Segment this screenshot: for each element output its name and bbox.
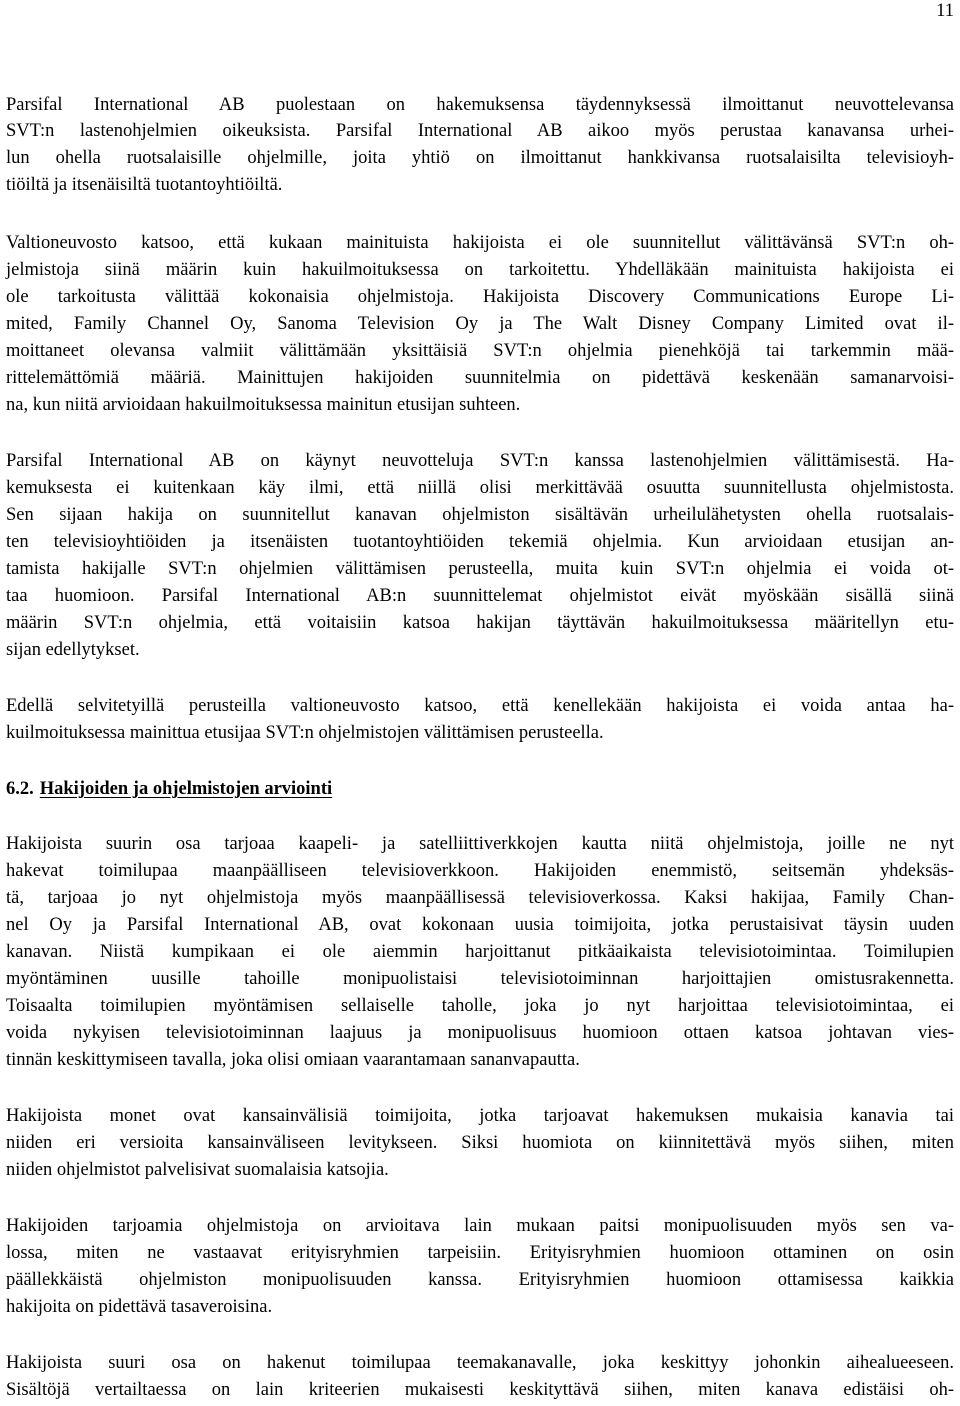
text-line: moittaneet olevansa valmiit välittämään yksittäisiä SVT:n ohjelmia pienehköjä tai tarkemmin mää- bbox=[6, 341, 954, 361]
text-line: lun ohella ruotsalaisille ohjelmille, joita yhtiö on ilmoittanut hankkivansa ruotsalaisilta televisioyh- bbox=[6, 148, 954, 168]
text-line: määrin SVT:n ohjelmia, että voitaisiin katsoa hakijan täyttävän hakuilmoituksessa määritellyn etu- bbox=[6, 613, 954, 633]
text-line: Parsifal International AB puolestaan on hakemuksensa täydennyksessä ilmoittanut neuvottelevansa bbox=[6, 95, 954, 115]
text-line: Hakijoista monet ovat kansainvälisiä toimijoita, jotka tarjoavat hakemuksen mukaisia kanavia tai bbox=[6, 1106, 954, 1126]
text-line: kemuksesta ei kuitenkaan käy ilmi, että niillä olisi merkittävää osuutta suunnitellusta ohjelmistosta. bbox=[6, 478, 954, 498]
text-line: tiöiltä ja itsenäisiltä tuotantoyhtiöiltä. bbox=[6, 175, 283, 195]
text-line: niiden ohjelmistot palvelisivat suomalaisia katsojia. bbox=[6, 1160, 389, 1180]
section-heading bbox=[6, 776, 332, 802]
text-line: Sen sijaan hakija on suunnitellut kanavan ohjelmiston sisältävän urheilulähetysten ohella ruotsalais- bbox=[6, 505, 954, 525]
page-number: 11 bbox=[936, 1, 954, 21]
text-line: nel Oy ja Parsifal International AB, ovat kokonaan uusia toimijoita, jotka perustaisivat täysin uuden bbox=[6, 915, 954, 935]
text-line: Edellä selvitetyillä perusteilla valtioneuvosto katsoo, että kenellekään hakijoista ei voida antaa ha- bbox=[6, 696, 954, 716]
text-line: Hakijoista suurin osa tarjoaa kaapeli- ja satelliittiverkkojen kautta niitä ohjelmistoja, joille ne nyt bbox=[6, 834, 954, 854]
text-line: SVT:n lastenohjelmien oikeuksista. Parsifal International AB aikoo myös perustaa kanavansa urhei- bbox=[6, 121, 954, 141]
text-line: tamista hakijalle SVT:n ohjelmien välittämisen perusteella, muita kuin SVT:n ohjelmia ei voida ot- bbox=[6, 559, 954, 579]
text-line: tä, tarjoaa jo nyt ohjelmistoja myös maanpäällisessä televisioverkossa. Kaksi hakijaa, Family Chan- bbox=[6, 888, 954, 908]
text-line: hakevat toimilupaa maanpäälliseen televisioverkkoon. Hakijoiden enemmistö, seitsemän yhdeksäs- bbox=[6, 861, 954, 881]
text-line: Toisaalta toimilupien myöntämisen sellaiselle taholle, joka jo nyt harjoittaa televisiotoimintaa, ei bbox=[6, 996, 954, 1016]
text-line: na, kun niitä arvioidaan hakuilmoituksessa mainitun etusijan suhteen. bbox=[6, 395, 521, 415]
text-line: päällekkäistä ohjelmiston monipuolisuuden kanssa. Erityisryhmien huomioon ottamisessa kaikkia bbox=[6, 1270, 954, 1290]
text-line: taa huomioon. Parsifal International AB:n suunnittelemat ohjelmistot eivät myöskään sisällä siinä bbox=[6, 586, 954, 606]
text-line: Hakijoiden tarjoamia ohjelmistoja on arvioitava lain mukaan paitsi monipuolisuuden myös sen va- bbox=[6, 1216, 954, 1236]
text-line: ten televisioyhtiöiden ja itsenäisten tuotantoyhtiöiden tekemiä ohjelmia. Kun arvioidaan etusijan an- bbox=[6, 532, 954, 552]
text-line: Sisältöjä vertailtaessa on lain kriteerien mukaisesti keskityttävä siihen, miten kanava edistäisi oh- bbox=[6, 1380, 954, 1400]
text-line: voida nykyisen televisiotoiminnan laajuus ja monipuolisuus huomioon ottaen katsoa johtavan vies- bbox=[6, 1023, 954, 1043]
section-title: Hakijoiden ja ohjelmistojen arviointi bbox=[39, 779, 333, 799]
text-line: ole tarkoitusta välittää kokonaisia ohjelmistoja. Hakijoista Discovery Communications Europe Li- bbox=[6, 287, 954, 307]
text-line: kuilmoituksessa mainittua etusijaa SVT:n ohjelmistojen välittämisen perusteella. bbox=[6, 723, 604, 743]
text-line: mited, Family Channel Oy, Sanoma Television Oy ja The Walt Disney Company Limited ovat il- bbox=[6, 314, 954, 334]
text-line: hakijoita on pidettävä tasaveroisina. bbox=[6, 1297, 273, 1317]
text-line: Valtioneuvosto katsoo, että kukaan mainituista hakijoista ei ole suunnitellut välittävänsä SVT:n oh- bbox=[6, 233, 954, 253]
text-line: myöntäminen uusille tahoille monipuolistaisi televisiotoiminnan harjoittajien omistusrakennetta. bbox=[6, 969, 954, 989]
section-number: 6.2. bbox=[6, 779, 34, 799]
text-line: lossa, miten ne vastaavat erityisryhmien tarpeisiin. Erityisryhmien huomioon ottaminen on osin bbox=[6, 1243, 954, 1263]
text-line: niiden eri versioita kansainväliseen levitykseen. Siksi huomiota on kiinnitettävä myös siihen, miten bbox=[6, 1133, 954, 1153]
text-line: Hakijoista suuri osa on hakenut toimilupaa teemakanavalle, joka keskittyy johonkin aihealueeseen. bbox=[6, 1353, 954, 1373]
text-line: Parsifal International AB on käynyt neuvotteluja SVT:n kanssa lastenohjelmien välittämisestä. Ha- bbox=[6, 451, 954, 471]
text-line: jelmistoja siinä määrin kuin hakuilmoituksessa on tarkoitettu. Yhdelläkään mainituista hakijoista ei bbox=[6, 260, 954, 280]
text-line: rittelemättömiä määriä. Mainittujen hakijoiden suunnitelmia on pidettävä keskenään samanarvoisi- bbox=[6, 368, 954, 388]
text-line: tinnän keskittymiseen tavalla, joka olisi omiaan vaarantamaan sananvapautta. bbox=[6, 1050, 580, 1070]
text-line: kanavan. Niistä kumpikaan ei ole aiemmin harjoittanut pitkäaikaista televisiotoimintaa. Toimilupien bbox=[6, 942, 954, 962]
text-line: sijan edellytykset. bbox=[6, 640, 140, 660]
